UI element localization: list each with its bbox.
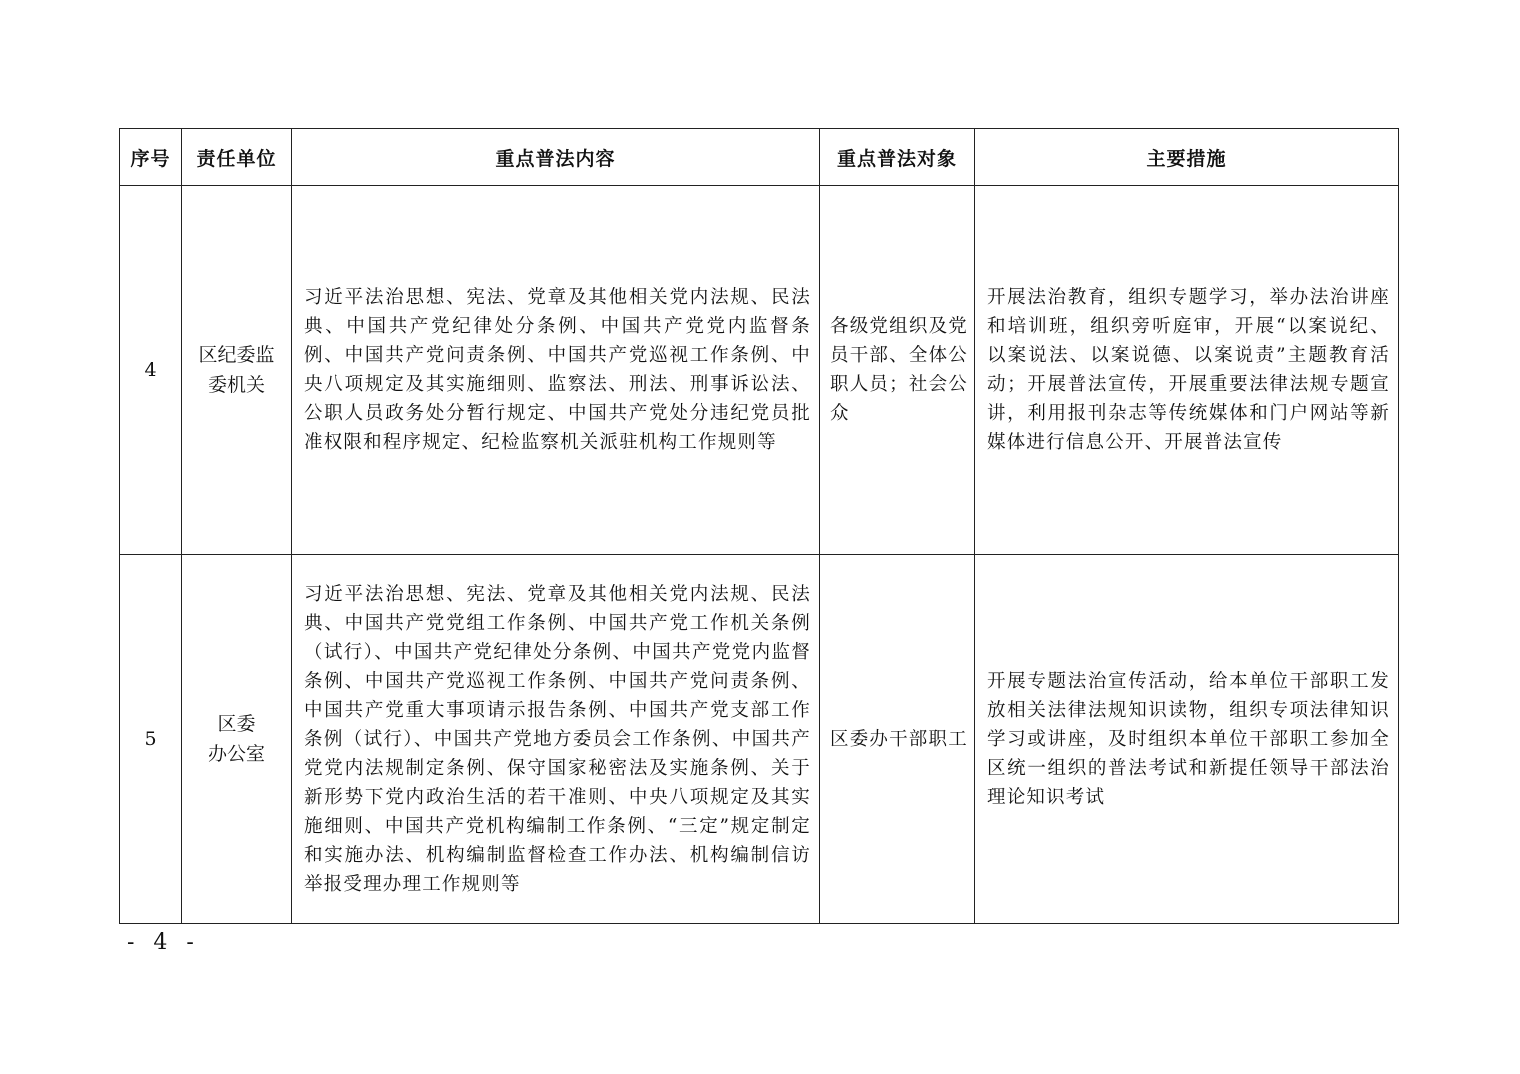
table-row: [120, 186, 1399, 555]
page-number: - 4 -: [127, 930, 200, 955]
table-row: [120, 555, 1399, 924]
row-measures: 开展法治教育，组织专题学习，举办法治讲座和培训班，组织旁听庭审，开展“以案说纪、以案说法、以案说德、以案说责”主题教育活动；开展普法宣传，开展重要法律法规专题宣讲，利用报刊杂志等传统媒体和门户网站等新媒体进行信息公开、开展普法宣传: [975, 186, 1399, 555]
row-unit-line2: 委机关: [207, 374, 265, 396]
header-measures: 主要措施: [975, 129, 1399, 186]
header-content: 重点普法内容: [292, 129, 820, 186]
row-index: 5: [120, 555, 182, 924]
row-unit: [182, 555, 292, 924]
row-content: 习近平法治思想、宪法、党章及其他相关党内法规、民法典、中国共产党党组工作条例、中国共产党工作机关条例（试行）、中国共产党纪律处分条例、中国共产党党内监督条例、中国共产党巡视工作条例、中国共产党问责条例、中国共产党重大事项请示报告条例、中国共产党支部工作条例（试行）、中国共产党地方委员会工作条例、中国共产党党内法规制定条例、保守国家秘密法及实施条例、关于新形势下党内政治生活的若干准则、中央八项规定及其实施细则、中国共产党机构编制工作条例、“三定”规定制定和实施办法、机构编制监督检查工作办法、机构编制信访举报受理办理工作规则等: [292, 555, 820, 924]
header-unit: 责任单位: [182, 129, 292, 186]
header-target: 重点普法对象: [820, 129, 975, 186]
row-measures: 开展专题法治宣传活动，给本单位干部职工发放相关法律法规知识读物，组织专项法律知识学习或讲座，及时组织本单位干部职工参加全区统一组织的普法考试和新提任领导干部法治理论知识考试: [975, 555, 1399, 924]
row-unit-line2: 办公室: [207, 743, 265, 765]
table-header-row: [120, 129, 1399, 186]
law-publicity-table: [119, 128, 1399, 924]
row-index: 4: [120, 186, 182, 555]
row-unit-line1: 区纪委监: [198, 344, 275, 366]
row-unit-line1: 区委: [217, 713, 256, 735]
row-target: 区委办干部职工: [820, 555, 975, 924]
header-index: 序号: [120, 129, 182, 186]
row-target: 各级党组织及党员干部、全体公职人员；社会公众: [820, 186, 975, 555]
row-unit: [182, 186, 292, 555]
row-content: 习近平法治思想、宪法、党章及其他相关党内法规、民法典、中国共产党纪律处分条例、中国共产党党内监督条例、中国共产党问责条例、中国共产党巡视工作条例、中央八项规定及其实施细则、监察法、刑法、刑事诉讼法、公职人员政务处分暂行规定、中国共产党处分违纪党员批准权限和程序规定、纪检监察机关派驻机构工作规则等: [292, 186, 820, 555]
